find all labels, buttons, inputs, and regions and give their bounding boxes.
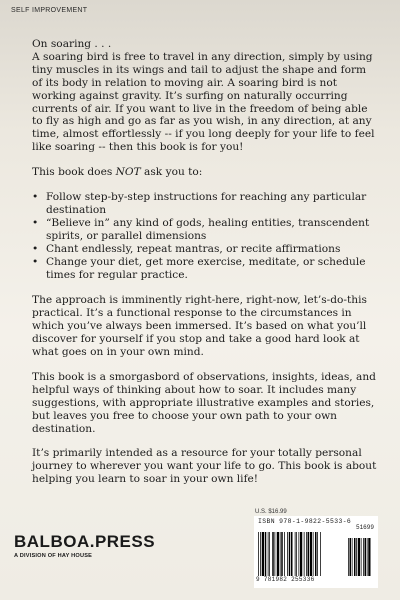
barcode-digits: 9 781982 255336 [256, 576, 315, 583]
list-item: • “Believe in” any kind of gods, healing entities, transcendent spirits, or parallel dimensions [46, 217, 378, 243]
category-label: SELF IMPROVEMENT [11, 7, 88, 14]
list-item: • Chant endlessly, repeat mantras, or recite affirmations [46, 243, 378, 256]
not-section-lead [32, 166, 378, 179]
intro-paragraph [32, 38, 378, 154]
smorgasbord-paragraph: This book is a smorgasbord of observations, insights, ideas, and helpful ways of thinking about how to soar. It includes many suggestions, with appropriate illustrative examples and stories, but leaves you free to choose your own path to your own destination. [32, 370, 376, 435]
not-emphasis: NOT [115, 166, 141, 179]
publisher-division: A DIVISION OF HAY HOUSE [14, 553, 93, 559]
list-item: • Follow step-by-step instructions for reaching any particular destination [46, 191, 378, 217]
not-lead-suffix: ask you to: [140, 166, 203, 179]
back-cover-text [32, 38, 378, 498]
barcode-image [258, 532, 374, 576]
price-addon-code: 51699 [355, 524, 374, 531]
approach-paragraph: The approach is imminently right-here, right-now, let’s-do-this practical. It’s a functional response to the circumstances in which you’ve always been immersed. It’s based on what you’ll discover for yourself if you stop and take a good hard look at what goes on in your own mind. [32, 294, 367, 359]
isbn-text: ISBN 978-1-9822-5533-6 [258, 518, 352, 525]
not-list [32, 191, 378, 281]
publisher-name: BALBOA.PRESS [14, 532, 156, 551]
list-item: • Change your diet, get more exercise, meditate, or schedule times for regular practice. [46, 256, 378, 282]
barcode-box [254, 516, 378, 588]
not-lead-prefix: This book does [32, 166, 116, 179]
intro-body: A soaring bird is free to travel in any direction, simply by using tiny muscles in its wings and tail to adjust the shape and form of its body in relation to moving air. A soaring bird is not working against gravity. It’s surfing on naturally occurring currents of air. If you want to live in the freedom of being able to fly as high and go as far as you wish, in any direction, at any time, almost effortlessly -- if you long deeply for your life to feel like soaring -- then this book is for you! [32, 50, 375, 154]
price-label: U.S. $16.99 [255, 509, 287, 515]
resource-paragraph: It’s primarily intended as a resource for your totally personal journey to wherever you want your life to go. This book is about helping you learn to soar in your own life! [32, 447, 377, 486]
publisher-logo [14, 532, 155, 559]
intro-heading: On soaring . . . [32, 38, 112, 50]
